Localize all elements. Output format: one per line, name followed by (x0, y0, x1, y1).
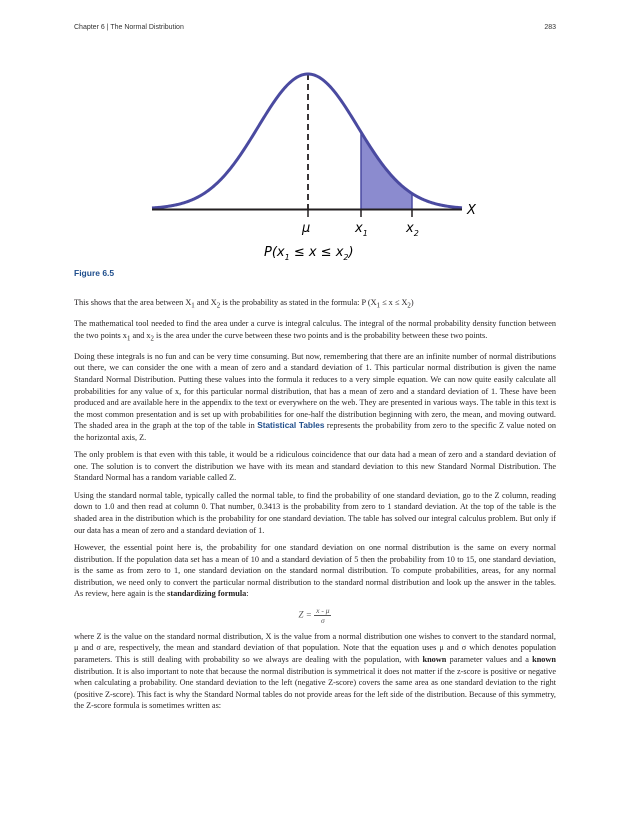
x2-label: $x_2$ (406, 221, 419, 238)
paragraph-4: The only problem is that even with this table, it would be a ridiculous coincidence that our data had a mean of zero and a standard deviation of one. The solution is to convert the distribution we have with its mean and standard deviation to this new Standard Normal Distribution. The Standard Normal has a random variable called Z. (74, 450, 556, 483)
paragraph-5: Using the standard normal table, typically called the normal table, to find the probability of one standard deviation, go to the Z column, reading down to 1.0 and then read at column 0. That number, 0.3413 is the probability from zero to 1 standard deviation. At the top of the table is the shaded area in the distribution which is the probability for one standard deviation. The table has solved our integral calculus problem. But only if our data has a mean of zero and a standard deviation of 1. (74, 490, 556, 535)
probability-label: $P(x_1 \le x \le x_2)$ (264, 245, 354, 262)
paragraph-6: However, the essential point here is, the probability for one standard deviation on one normal distribution is the same on every normal distribution. If the population data set has a mean of 10 and a standard deviation of 5 then the probability from 10 to 15, one standard deviation, is the same as from zero to 1, one standard deviation on the standard normal distribution. To compute probabilities, areas, for any normal distribution, we need only to convert the particular normal distribution to the standard normal distribution and look up the answer in the tables. As review, here again is the standardizing formula: (74, 543, 556, 599)
normal-distribution-figure (140, 60, 490, 275)
statistical-tables-link[interactable]: Statistical Tables (257, 421, 325, 431)
x-axis-label: X (467, 203, 476, 218)
paragraph-1: This shows that the area between $X_1$ and $X_2$ is the probability as stated in the formula: P $(X_1 \le x \le X_2)$ (74, 298, 414, 310)
figure-caption: Figure 6.5 (74, 268, 115, 278)
bell-curve (152, 74, 462, 208)
standardizing-formula-term: standardizing formula (167, 589, 247, 599)
running-header-chapter: Chapter 6 | The Normal Distribution (74, 24, 184, 31)
paragraph-7: where Z is the value on the standard normal distribution, X is the value from a normal distribution one wishes to convert to the standard normal, μ and σ are, respectively, the mean and standard deviation of that population. Note that the equation uses μ and σ which denotes population parameters. This is still dealing with probability so we always are dealing with the population, with known parameter values and a known distribution. It is also important to note that because the normal distribution is symmetrical it does not matter if the z-score is positive or negative when calculating a probability. One standard deviation to the left (negative Z-score) covers the same area as one standard deviation to the right (positive Z-score). This fact is why the Standard Normal tables do not provide areas for the left side of the distribution. Because of this symmetry, the Z-score formula is sometimes written as: (74, 631, 556, 711)
x1-label: $x_1$ (355, 221, 368, 238)
paragraph-3: Doing these integrals is no fun and can be very time consuming. But now, remembering that there are an infinite number of normal distributions out there, we can consider the one with a mean of zero and a standard deviation of 1. This particular normal distribution is given the name Standard Normal Distribution. Putting these values into the formula it reduces to a very simple equation. We can now quite easily calculate all probabilities for any value of x, for this particular normal distribution, that has a mean of zero and a standard deviation of 1. These have been produced and are available here in the appendix to the text or everywhere on the web. They are presented in various ways. The table in this text is the most common presentation and is set up with probabilities for one-half the distribution beginning with zero, the mean, and moving outward. The shaded area in the graph at the top of the table in Statistical Tables represents the probability from zero to the specific Z value noted on the horizontal axis, Z. (74, 351, 556, 442)
page-number: 283 (544, 24, 556, 31)
mu-label: μ (302, 221, 311, 236)
paragraph-2: The mathematical tool needed to find the area under a curve is integral calculus. The integral of the normal probability density function between the two points $x_1$ and $x_2$ is the area under the curve between these two points and is the probability between these two points. (74, 319, 556, 343)
body-text (74, 297, 556, 718)
standardizing-formula: Z = $\frac{x - \mu}{\sigma}$ (298, 605, 330, 625)
